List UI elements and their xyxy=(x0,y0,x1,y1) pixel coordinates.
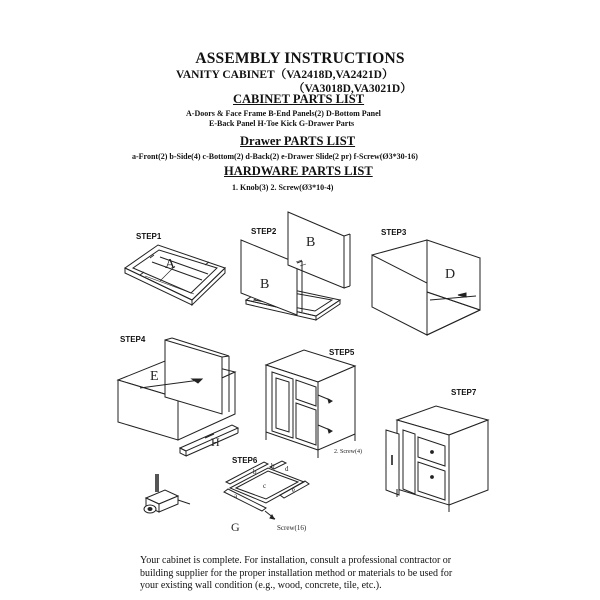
drawer-slide-hardware-drawing xyxy=(144,474,190,513)
hardware-parts-line: 1. Knob(3) 2. Screw(Ø3*10-4) xyxy=(232,183,334,192)
step3-label: STEP3 xyxy=(381,228,407,237)
cabinet-parts-heading: CABINET PARTS LIST xyxy=(233,92,365,106)
label-g-drawer-parts: G xyxy=(231,520,240,534)
step1-face-frame-drawing xyxy=(125,245,225,305)
label-a-door: A xyxy=(165,257,176,272)
step2-end-panels-drawing xyxy=(241,212,350,320)
step1-label: STEP1 xyxy=(136,232,162,241)
step6-screw-label: Screw(16) xyxy=(277,524,307,532)
label-b-right-panel: B xyxy=(306,235,316,250)
step6-label: STEP6 xyxy=(232,456,258,465)
label-step6-b2: b xyxy=(271,462,275,470)
step7-label: STEP7 xyxy=(451,388,477,397)
completion-note-line2: building supplier for the proper installation method or materials to be used for xyxy=(140,567,453,579)
step4-back-panel-drawing xyxy=(118,338,238,456)
completion-note-line1: Your cabinet is complete. For installation, consult a professional contractor or xyxy=(140,555,452,566)
document-title: ASSEMBLY INSTRUCTIONS xyxy=(195,50,405,67)
step5-label: STEP5 xyxy=(329,348,355,357)
cabinet-parts-line2: E-Back Panel H-Toe Kick G-Drawer Parts xyxy=(209,119,355,128)
model-numbers-line2: （VA3018D,VA3021D） xyxy=(293,83,412,95)
label-step6-a: a xyxy=(234,492,238,500)
step7-finished-vanity-drawing xyxy=(386,406,488,512)
drawer-parts-line: a-Front(2) b-Side(4) c-Bottom(2) d-Back(2) e-Drawer Slide(2 pr) f-Screw(Ø3*30-16) xyxy=(132,152,418,161)
step3-bottom-panel-drawing xyxy=(372,240,480,335)
label-step6-b1: b xyxy=(253,468,257,476)
step5-screw-label: 2. Screw(4) xyxy=(334,449,362,455)
hardware-parts-heading: HARDWARE PARTS LIST xyxy=(224,164,373,178)
label-step6-c: c xyxy=(263,482,267,490)
label-b-left-panel: B xyxy=(260,277,270,292)
drawer-parts-heading: Drawer PARTS LIST xyxy=(240,134,356,148)
model-numbers-line1: VANITY CABINET（VA2418D,VA2421D） xyxy=(176,69,394,81)
label-e-back-panel: E xyxy=(150,369,159,384)
label-step6-d: d xyxy=(285,465,289,473)
step6-drawer-drawing xyxy=(224,461,309,519)
completion-note-line3: your existing wall condition (e.g., wood, concrete, tile, etc.). xyxy=(140,580,382,591)
label-d-bottom-panel: D xyxy=(445,267,456,282)
label-step6-e: e xyxy=(292,486,296,494)
cabinet-parts-line1: A-Doors & Face Frame B-End Panels(2) D-Bottom Panel xyxy=(186,109,381,118)
label-h-toe-kick: H xyxy=(211,435,220,449)
step5-cabinet-drawing xyxy=(266,350,355,458)
completion-note xyxy=(140,555,500,593)
step4-label: STEP4 xyxy=(120,335,146,344)
step2-label: STEP2 xyxy=(251,227,277,236)
